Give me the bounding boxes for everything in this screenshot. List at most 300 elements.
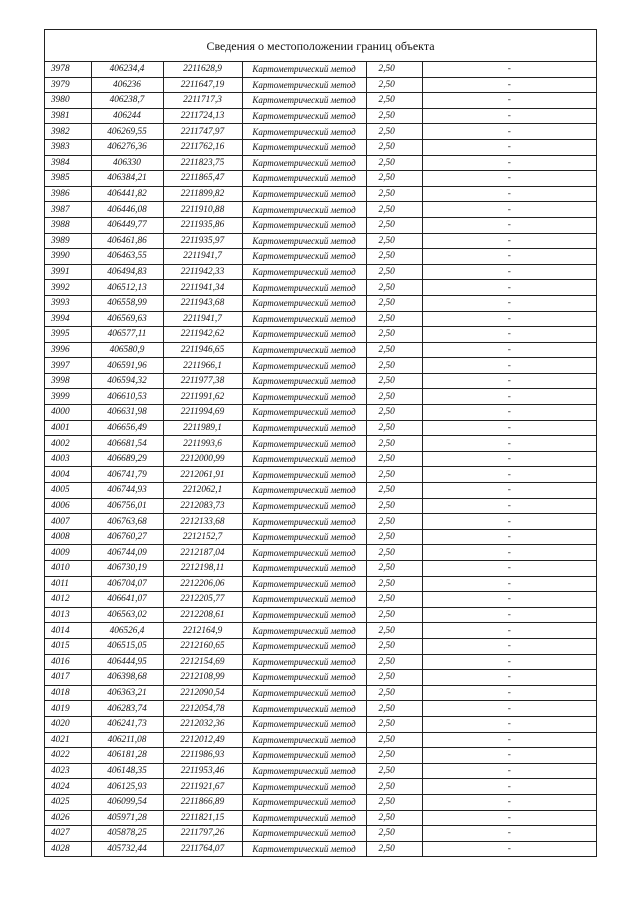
x-coordinate-cell: 405878,25 xyxy=(91,826,163,842)
accuracy-cell: 2,50 xyxy=(366,607,422,623)
x-coordinate-cell: 406704,07 xyxy=(91,576,163,592)
point-number-cell: 3981 xyxy=(45,108,91,124)
description-cell: - xyxy=(422,685,596,701)
accuracy-cell: 2,50 xyxy=(366,186,422,202)
description-cell: - xyxy=(422,545,596,561)
accuracy-cell: 2,50 xyxy=(366,311,422,327)
x-coordinate-cell: 406730,19 xyxy=(91,561,163,577)
y-coordinate-cell: 2211941,34 xyxy=(163,280,242,296)
point-number-cell: 3996 xyxy=(45,342,91,358)
point-number-cell: 3980 xyxy=(45,93,91,109)
table-row xyxy=(45,327,596,343)
point-number-cell: 3994 xyxy=(45,311,91,327)
table-row xyxy=(45,311,596,327)
accuracy-cell: 2,50 xyxy=(366,342,422,358)
point-number-cell: 4024 xyxy=(45,779,91,795)
table-row xyxy=(45,202,596,218)
description-cell: - xyxy=(422,373,596,389)
accuracy-cell: 2,50 xyxy=(366,685,422,701)
description-cell: - xyxy=(422,327,596,343)
method-cell: Картометрический метод xyxy=(242,561,366,577)
table-row xyxy=(45,779,596,795)
method-cell: Картометрический метод xyxy=(242,685,366,701)
method-cell: Картометрический метод xyxy=(242,607,366,623)
x-coordinate-cell: 406236 xyxy=(91,77,163,93)
point-number-cell: 3992 xyxy=(45,280,91,296)
accuracy-cell: 2,50 xyxy=(366,124,422,140)
method-cell: Картометрический метод xyxy=(242,358,366,374)
method-cell: Картометрический метод xyxy=(242,124,366,140)
point-number-cell: 4016 xyxy=(45,654,91,670)
description-cell: - xyxy=(422,483,596,499)
y-coordinate-cell: 2212090,54 xyxy=(163,685,242,701)
description-cell: - xyxy=(422,358,596,374)
y-coordinate-cell: 2212083,73 xyxy=(163,498,242,514)
method-cell: Картометрический метод xyxy=(242,670,366,686)
description-cell: - xyxy=(422,701,596,717)
y-coordinate-cell: 2212012,49 xyxy=(163,732,242,748)
y-coordinate-cell: 2211935,97 xyxy=(163,233,242,249)
x-coordinate-cell: 406594,32 xyxy=(91,373,163,389)
y-coordinate-cell: 2211986,93 xyxy=(163,748,242,764)
accuracy-cell: 2,50 xyxy=(366,373,422,389)
accuracy-cell: 2,50 xyxy=(366,576,422,592)
point-number-cell: 4023 xyxy=(45,763,91,779)
table-row xyxy=(45,670,596,686)
y-coordinate-cell: 2211866,89 xyxy=(163,794,242,810)
x-coordinate-cell: 406269,55 xyxy=(91,124,163,140)
method-cell: Картометрический метод xyxy=(242,467,366,483)
accuracy-cell: 2,50 xyxy=(366,327,422,343)
point-number-cell: 3993 xyxy=(45,295,91,311)
x-coordinate-cell: 406330 xyxy=(91,155,163,171)
accuracy-cell: 2,50 xyxy=(366,732,422,748)
point-number-cell: 3999 xyxy=(45,389,91,405)
accuracy-cell: 2,50 xyxy=(366,810,422,826)
accuracy-cell: 2,50 xyxy=(366,420,422,436)
table-row xyxy=(45,62,596,77)
method-cell: Картометрический метод xyxy=(242,810,366,826)
x-coordinate-cell: 406276,36 xyxy=(91,139,163,155)
point-number-cell: 4014 xyxy=(45,623,91,639)
accuracy-cell: 2,50 xyxy=(366,794,422,810)
description-cell: - xyxy=(422,794,596,810)
y-coordinate-cell: 2211717,3 xyxy=(163,93,242,109)
point-number-cell: 4028 xyxy=(45,841,91,856)
point-number-cell: 4002 xyxy=(45,436,91,452)
table-row xyxy=(45,389,596,405)
y-coordinate-cell: 2211647,19 xyxy=(163,77,242,93)
point-number-cell: 3986 xyxy=(45,186,91,202)
method-cell: Картометрический метод xyxy=(242,763,366,779)
x-coordinate-cell: 406444,95 xyxy=(91,654,163,670)
x-coordinate-cell: 406756,01 xyxy=(91,498,163,514)
method-cell: Картометрический метод xyxy=(242,108,366,124)
y-coordinate-cell: 2211953,46 xyxy=(163,763,242,779)
description-cell: - xyxy=(422,295,596,311)
table-row xyxy=(45,763,596,779)
accuracy-cell: 2,50 xyxy=(366,826,422,842)
y-coordinate-cell: 2211946,65 xyxy=(163,342,242,358)
table-row xyxy=(45,810,596,826)
method-cell: Картометрический метод xyxy=(242,389,366,405)
x-coordinate-cell: 406563,02 xyxy=(91,607,163,623)
method-cell: Картометрический метод xyxy=(242,451,366,467)
method-cell: Картометрический метод xyxy=(242,748,366,764)
table-row xyxy=(45,529,596,545)
accuracy-cell: 2,50 xyxy=(366,748,422,764)
table-row xyxy=(45,623,596,639)
table-row xyxy=(45,249,596,265)
table-row xyxy=(45,545,596,561)
point-number-cell: 3989 xyxy=(45,233,91,249)
table-row xyxy=(45,514,596,530)
table-row xyxy=(45,186,596,202)
x-coordinate-cell: 406569,63 xyxy=(91,311,163,327)
y-coordinate-cell: 2211942,33 xyxy=(163,264,242,280)
accuracy-cell: 2,50 xyxy=(366,77,422,93)
point-number-cell: 4015 xyxy=(45,638,91,654)
description-cell: - xyxy=(422,498,596,514)
point-number-cell: 3995 xyxy=(45,327,91,343)
method-cell: Картометрический метод xyxy=(242,638,366,654)
accuracy-cell: 2,50 xyxy=(366,155,422,171)
x-coordinate-cell: 406580,9 xyxy=(91,342,163,358)
point-number-cell: 4003 xyxy=(45,451,91,467)
accuracy-cell: 2,50 xyxy=(366,62,422,77)
accuracy-cell: 2,50 xyxy=(366,654,422,670)
x-coordinate-cell: 406689,29 xyxy=(91,451,163,467)
point-number-cell: 4027 xyxy=(45,826,91,842)
table-row xyxy=(45,436,596,452)
y-coordinate-cell: 2211764,07 xyxy=(163,841,242,856)
x-coordinate-cell: 406148,35 xyxy=(91,763,163,779)
point-number-cell: 4006 xyxy=(45,498,91,514)
table-row xyxy=(45,716,596,732)
accuracy-cell: 2,50 xyxy=(366,295,422,311)
y-coordinate-cell: 2211823,75 xyxy=(163,155,242,171)
x-coordinate-cell: 406760,27 xyxy=(91,529,163,545)
description-cell: - xyxy=(422,124,596,140)
description-cell: - xyxy=(422,249,596,265)
method-cell: Картометрический метод xyxy=(242,139,366,155)
point-number-cell: 3997 xyxy=(45,358,91,374)
x-coordinate-cell: 406681,54 xyxy=(91,436,163,452)
method-cell: Картометрический метод xyxy=(242,529,366,545)
table-row xyxy=(45,420,596,436)
table-row xyxy=(45,732,596,748)
accuracy-cell: 2,50 xyxy=(366,716,422,732)
description-cell: - xyxy=(422,607,596,623)
x-coordinate-cell: 406241,73 xyxy=(91,716,163,732)
y-coordinate-cell: 2211821,15 xyxy=(163,810,242,826)
y-coordinate-cell: 2212187,04 xyxy=(163,545,242,561)
point-number-cell: 3988 xyxy=(45,217,91,233)
point-number-cell: 4012 xyxy=(45,592,91,608)
x-coordinate-cell: 406763,68 xyxy=(91,514,163,530)
description-cell: - xyxy=(422,171,596,187)
description-cell: - xyxy=(422,592,596,608)
y-coordinate-cell: 2211724,13 xyxy=(163,108,242,124)
point-number-cell: 4017 xyxy=(45,670,91,686)
point-number-cell: 4018 xyxy=(45,685,91,701)
description-cell: - xyxy=(422,420,596,436)
accuracy-cell: 2,50 xyxy=(366,139,422,155)
point-number-cell: 3982 xyxy=(45,124,91,140)
method-cell: Картометрический метод xyxy=(242,545,366,561)
table-row xyxy=(45,233,596,249)
point-number-cell: 4026 xyxy=(45,810,91,826)
y-coordinate-cell: 2212000,99 xyxy=(163,451,242,467)
table-row xyxy=(45,155,596,171)
description-cell: - xyxy=(422,139,596,155)
point-number-cell: 3987 xyxy=(45,202,91,218)
y-coordinate-cell: 2211977,38 xyxy=(163,373,242,389)
x-coordinate-cell: 406526,4 xyxy=(91,623,163,639)
y-coordinate-cell: 2212133,68 xyxy=(163,514,242,530)
method-cell: Картометрический метод xyxy=(242,311,366,327)
point-number-cell: 4011 xyxy=(45,576,91,592)
description-cell: - xyxy=(422,280,596,296)
sheet-title: Сведения о местоположении границ объекта xyxy=(45,30,596,62)
accuracy-cell: 2,50 xyxy=(366,483,422,499)
point-number-cell: 4001 xyxy=(45,420,91,436)
x-coordinate-cell: 405971,28 xyxy=(91,810,163,826)
x-coordinate-cell: 406656,49 xyxy=(91,420,163,436)
accuracy-cell: 2,50 xyxy=(366,561,422,577)
x-coordinate-cell: 406099,54 xyxy=(91,794,163,810)
x-coordinate-cell: 406741,79 xyxy=(91,467,163,483)
x-coordinate-cell: 406641,07 xyxy=(91,592,163,608)
table-row xyxy=(45,638,596,654)
description-cell: - xyxy=(422,62,596,77)
accuracy-cell: 2,50 xyxy=(366,202,422,218)
point-number-cell: 4019 xyxy=(45,701,91,717)
y-coordinate-cell: 2211899,82 xyxy=(163,186,242,202)
table-row xyxy=(45,701,596,717)
description-cell: - xyxy=(422,748,596,764)
method-cell: Картометрический метод xyxy=(242,327,366,343)
accuracy-cell: 2,50 xyxy=(366,701,422,717)
method-cell: Картометрический метод xyxy=(242,202,366,218)
accuracy-cell: 2,50 xyxy=(366,467,422,483)
table-row xyxy=(45,561,596,577)
y-coordinate-cell: 2212206,06 xyxy=(163,576,242,592)
description-cell: - xyxy=(422,77,596,93)
method-cell: Картометрический метод xyxy=(242,155,366,171)
y-coordinate-cell: 2212164,9 xyxy=(163,623,242,639)
table-row xyxy=(45,264,596,280)
accuracy-cell: 2,50 xyxy=(366,233,422,249)
x-coordinate-cell: 406591,96 xyxy=(91,358,163,374)
description-cell: - xyxy=(422,451,596,467)
y-coordinate-cell: 2212152,7 xyxy=(163,529,242,545)
accuracy-cell: 2,50 xyxy=(366,841,422,856)
table-row xyxy=(45,654,596,670)
point-number-cell: 3979 xyxy=(45,77,91,93)
method-cell: Картометрический метод xyxy=(242,171,366,187)
table-row xyxy=(45,358,596,374)
method-cell: Картометрический метод xyxy=(242,217,366,233)
y-coordinate-cell: 2212198,11 xyxy=(163,561,242,577)
method-cell: Картометрический метод xyxy=(242,420,366,436)
coordinates-table xyxy=(45,62,596,856)
y-coordinate-cell: 2212062,1 xyxy=(163,483,242,499)
table-row xyxy=(45,93,596,109)
method-cell: Картометрический метод xyxy=(242,342,366,358)
y-coordinate-cell: 2212154,69 xyxy=(163,654,242,670)
x-coordinate-cell: 406610,53 xyxy=(91,389,163,405)
y-coordinate-cell: 2212108,99 xyxy=(163,670,242,686)
method-cell: Картометрический метод xyxy=(242,826,366,842)
x-coordinate-cell: 406744,93 xyxy=(91,483,163,499)
method-cell: Картометрический метод xyxy=(242,701,366,717)
accuracy-cell: 2,50 xyxy=(366,763,422,779)
method-cell: Картометрический метод xyxy=(242,841,366,856)
description-cell: - xyxy=(422,826,596,842)
description-cell: - xyxy=(422,108,596,124)
table-row xyxy=(45,171,596,187)
point-number-cell: 3983 xyxy=(45,139,91,155)
table-row xyxy=(45,498,596,514)
point-number-cell: 4004 xyxy=(45,467,91,483)
x-coordinate-cell: 406558,99 xyxy=(91,295,163,311)
description-cell: - xyxy=(422,716,596,732)
x-coordinate-cell: 406238,7 xyxy=(91,93,163,109)
table-row xyxy=(45,108,596,124)
method-cell: Картометрический метод xyxy=(242,498,366,514)
x-coordinate-cell: 406631,98 xyxy=(91,405,163,421)
x-coordinate-cell: 406461,86 xyxy=(91,233,163,249)
point-number-cell: 3978 xyxy=(45,62,91,77)
table-row xyxy=(45,280,596,296)
y-coordinate-cell: 2212032,36 xyxy=(163,716,242,732)
y-coordinate-cell: 2212208,61 xyxy=(163,607,242,623)
table-row xyxy=(45,124,596,140)
description-cell: - xyxy=(422,93,596,109)
table-row xyxy=(45,467,596,483)
table-row xyxy=(45,77,596,93)
coordinates-table-body xyxy=(45,62,596,856)
y-coordinate-cell: 2211865,47 xyxy=(163,171,242,187)
description-cell: - xyxy=(422,514,596,530)
table-row xyxy=(45,405,596,421)
point-number-cell: 3984 xyxy=(45,155,91,171)
accuracy-cell: 2,50 xyxy=(366,623,422,639)
accuracy-cell: 2,50 xyxy=(366,389,422,405)
accuracy-cell: 2,50 xyxy=(366,451,422,467)
y-coordinate-cell: 2211797,26 xyxy=(163,826,242,842)
table-row xyxy=(45,483,596,499)
table-row xyxy=(45,576,596,592)
method-cell: Картометрический метод xyxy=(242,436,366,452)
point-number-cell: 3990 xyxy=(45,249,91,265)
description-cell: - xyxy=(422,763,596,779)
table-row xyxy=(45,685,596,701)
description-cell: - xyxy=(422,638,596,654)
method-cell: Картометрический метод xyxy=(242,732,366,748)
x-coordinate-cell: 406234,4 xyxy=(91,62,163,77)
point-number-cell: 4013 xyxy=(45,607,91,623)
point-number-cell: 4021 xyxy=(45,732,91,748)
y-coordinate-cell: 2211941,7 xyxy=(163,249,242,265)
y-coordinate-cell: 2211993,6 xyxy=(163,436,242,452)
point-number-cell: 4008 xyxy=(45,529,91,545)
y-coordinate-cell: 2212054,78 xyxy=(163,701,242,717)
description-cell: - xyxy=(422,264,596,280)
y-coordinate-cell: 2211943,68 xyxy=(163,295,242,311)
point-number-cell: 4025 xyxy=(45,794,91,810)
accuracy-cell: 2,50 xyxy=(366,670,422,686)
accuracy-cell: 2,50 xyxy=(366,514,422,530)
method-cell: Картометрический метод xyxy=(242,592,366,608)
x-coordinate-cell: 406512,13 xyxy=(91,280,163,296)
y-coordinate-cell: 2211747,97 xyxy=(163,124,242,140)
accuracy-cell: 2,50 xyxy=(366,779,422,795)
accuracy-cell: 2,50 xyxy=(366,108,422,124)
description-cell: - xyxy=(422,233,596,249)
method-cell: Картометрический метод xyxy=(242,233,366,249)
description-cell: - xyxy=(422,467,596,483)
x-coordinate-cell: 406463,55 xyxy=(91,249,163,265)
y-coordinate-cell: 2211941,7 xyxy=(163,311,242,327)
y-coordinate-cell: 2212160,65 xyxy=(163,638,242,654)
description-cell: - xyxy=(422,529,596,545)
description-cell: - xyxy=(422,202,596,218)
x-coordinate-cell: 406363,21 xyxy=(91,685,163,701)
table-row xyxy=(45,217,596,233)
y-coordinate-cell: 2211991,62 xyxy=(163,389,242,405)
description-cell: - xyxy=(422,810,596,826)
accuracy-cell: 2,50 xyxy=(366,217,422,233)
point-number-cell: 3998 xyxy=(45,373,91,389)
description-cell: - xyxy=(422,342,596,358)
accuracy-cell: 2,50 xyxy=(366,436,422,452)
table-row xyxy=(45,342,596,358)
method-cell: Картометрический метод xyxy=(242,186,366,202)
y-coordinate-cell: 2211935,86 xyxy=(163,217,242,233)
description-cell: - xyxy=(422,436,596,452)
point-number-cell: 4022 xyxy=(45,748,91,764)
method-cell: Картометрический метод xyxy=(242,654,366,670)
y-coordinate-cell: 2212205,77 xyxy=(163,592,242,608)
description-cell: - xyxy=(422,311,596,327)
y-coordinate-cell: 2211910,88 xyxy=(163,202,242,218)
accuracy-cell: 2,50 xyxy=(366,529,422,545)
x-coordinate-cell: 406446,08 xyxy=(91,202,163,218)
point-number-cell: 4020 xyxy=(45,716,91,732)
description-cell: - xyxy=(422,217,596,233)
description-cell: - xyxy=(422,186,596,202)
accuracy-cell: 2,50 xyxy=(366,638,422,654)
x-coordinate-cell: 406125,93 xyxy=(91,779,163,795)
point-number-cell: 3985 xyxy=(45,171,91,187)
y-coordinate-cell: 2211762,16 xyxy=(163,139,242,155)
table-row xyxy=(45,373,596,389)
y-coordinate-cell: 2211966,1 xyxy=(163,358,242,374)
method-cell: Картометрический метод xyxy=(242,779,366,795)
y-coordinate-cell: 2212061,91 xyxy=(163,467,242,483)
accuracy-cell: 2,50 xyxy=(366,264,422,280)
method-cell: Картометрический метод xyxy=(242,62,366,77)
x-coordinate-cell: 406384,21 xyxy=(91,171,163,187)
x-coordinate-cell: 406283,74 xyxy=(91,701,163,717)
table-row xyxy=(45,748,596,764)
description-cell: - xyxy=(422,389,596,405)
x-coordinate-cell: 406398,68 xyxy=(91,670,163,686)
description-cell: - xyxy=(422,623,596,639)
accuracy-cell: 2,50 xyxy=(366,358,422,374)
